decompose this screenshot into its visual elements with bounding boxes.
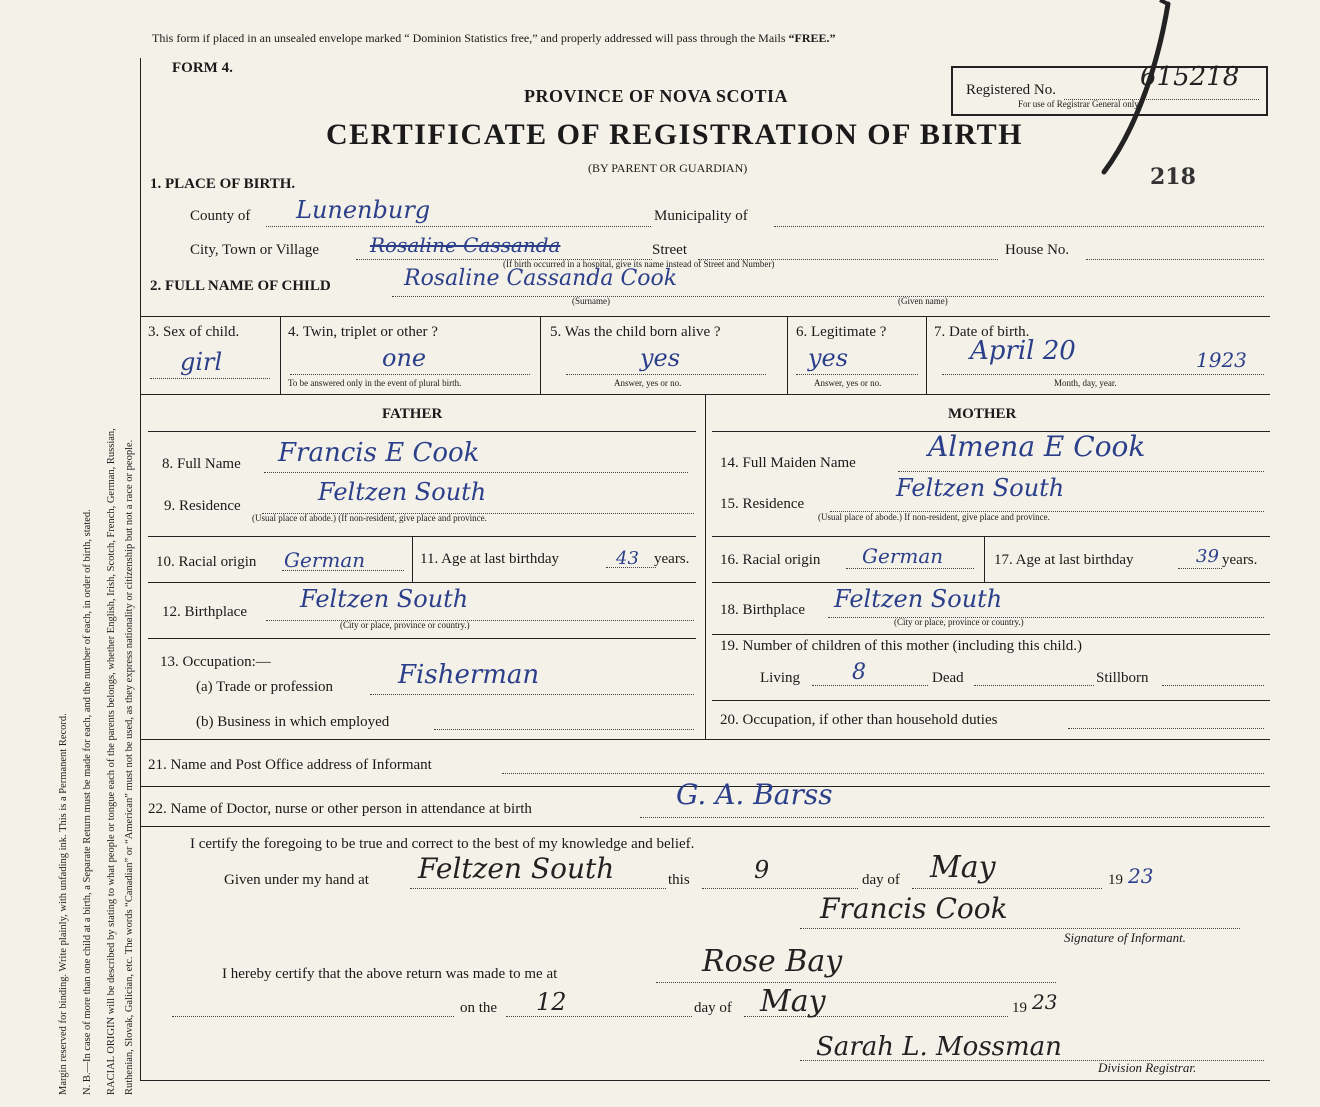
father-name-line [264,472,688,473]
legitimate-hint: Answer, yes or no. [814,378,882,388]
county-label: County of [190,208,251,224]
mother-res-label: 15. Residence [720,496,805,512]
given-place-value: Feltzen South [418,852,615,885]
certify-row-top [140,826,1270,827]
father-row-sep-2 [148,582,696,583]
mother-race-value: German [862,544,944,568]
father-res-label: 9. Residence [164,498,241,514]
mother-bp-hint: (City or place, province or country.) [894,617,1024,627]
dob-label: 7. Date of birth. [934,324,1030,340]
registrar-signature: Sarah L. Mossman [816,1032,1062,1062]
row3-div1 [280,316,281,394]
registrar-use-note: For use of Registrar General only. [1018,99,1141,109]
informant-label: 21. Name and Post Office address of Informant [148,757,432,773]
form-number: FORM 4. [172,60,233,76]
registered-value: 615218 [1140,62,1240,92]
mother-years: years. [1222,552,1258,568]
row3-div3 [787,316,788,394]
father-business-label: (b) Business in which employed [196,714,390,730]
father-name-value: Francis E Cook [278,438,480,468]
dob-hint: Month, day, year. [1054,378,1117,388]
father-age-label: 11. Age at last birthday [420,551,559,567]
father-row-sep-1 [148,536,696,537]
mother-occ-label: 20. Occupation, if other than household duties [720,712,998,728]
father-box-top [148,431,696,432]
mother-race-line [846,568,974,569]
twin-hint: To be answered only in the event of plural birth. [288,378,462,388]
father-name-label: 8. Full Name [162,456,241,472]
form-left-border [140,58,141,1080]
mother-row-sep-4 [712,700,1270,701]
reg-day-value: 12 [536,988,567,1016]
on-the-lead-line [172,1016,454,1017]
given-year-value: 23 [1128,864,1154,888]
city-label: City, Town or Village [190,242,320,258]
form-bottom-border [140,1080,1270,1081]
street-label: Street [652,242,687,258]
house-line [1086,259,1264,260]
dob-value: April 20 [970,336,1076,366]
informant-signature-line [800,928,1240,929]
mail-notice: This form if placed in an unsealed envelope marked “ Dominion Statistics free,” and properly addressed will pass through the Mails “FREE.” [152,31,836,45]
certify-statement: I certify the foregoing to be true and correct to the best of my knowledge and belief. [190,836,695,852]
day-of-label: day of [862,872,900,888]
mother-age-line [1178,568,1222,569]
city-value-struck: Rosaline Cassanda [370,233,561,257]
reg-day-of-label: day of [694,1000,732,1016]
child-name-line [392,296,1264,297]
registrar-place-value: Rose Bay [702,944,843,979]
row3-div4 [926,316,927,394]
mother-age-label: 17. Age at last birthday [994,552,1134,568]
nb-note: N. B.—In case of more than one child at a birth, a Separate Return must be made for each, and the number of each, in order of birth, stated. [82,509,93,1095]
parents-divider [705,394,706,739]
reg-year-value: 23 [1032,990,1058,1014]
mother-name-label: 14. Full Maiden Name [720,455,856,471]
legitimate-line [796,374,918,375]
registrar-label: Division Registrar. [1098,1060,1197,1075]
father-bp-hint: (City or place, province or country.) [340,620,470,630]
surname-hint: (Surname) [572,296,610,306]
page-title: CERTIFICATE OF REGISTRATION OF BIRTH [326,118,1023,151]
child-name-value: Rosaline Cassanda Cook [404,266,678,291]
reg-day-line [506,1016,692,1017]
legitimate-label: 6. Legitimate ? [796,324,887,340]
registrar-place-line [656,982,1056,983]
mother-race-label: 16. Racial origin [720,552,821,568]
mother-occ-line [1068,728,1264,729]
page-subtitle: (BY PARENT OR GUARDIAN) [588,161,748,175]
on-the-label: on the [460,1000,498,1016]
father-res-value: Feltzen South [318,478,487,506]
living-label: Living [760,670,800,686]
father-bp-label: 12. Birthplace [162,604,247,620]
mother-name-line [898,471,1264,472]
mother-race-divider [984,536,985,582]
dead-line [974,685,1094,686]
house-label: House No. [1005,242,1070,258]
father-bp-value: Feltzen South [300,585,469,613]
father-business-line [434,729,694,730]
mother-row-sep-2 [712,582,1270,583]
stillborn-line [1162,685,1264,686]
given-label: Given under my hand at [224,872,369,888]
dob-line [942,374,1264,375]
reg-month-value: May [760,984,826,1019]
row3-top [140,316,1270,317]
stillborn-label: Stillborn [1096,670,1149,686]
doctor-value: G. A. Barss [676,778,833,811]
father-age-value: 43 [616,548,639,569]
given-place-line [410,888,666,889]
registrar-statement: I hereby certify that the above return was made to me at [222,966,558,982]
father-res-hint: (Usual place of abode.) (If non-resident, give place and province. [252,513,487,523]
mother-bp-label: 18. Birthplace [720,602,805,618]
mother-row-sep-3 [712,634,1270,635]
mother-name-value: Almena E Cook [928,430,1146,463]
municipality-line [774,226,1264,227]
father-race-divider [412,536,413,582]
father-race-value: German [284,548,366,572]
father-bp-line [266,620,694,621]
child-name-label: 2. FULL NAME OF CHILD [150,278,331,294]
racial-origin-note-1: RACIAL ORIGIN will be described by stating to what people or tongue each of the parents belongs, whether English, Irish, Scotch, French, German, Russian, [106,428,117,1095]
living-value: 8 [852,660,866,685]
slash-mark [1090,0,1180,180]
margin-note: Margin reserved for binding. Write plainly, with unfading ink. This is a Permanent Record. [58,713,69,1095]
given-month-value: May [930,850,996,885]
father-trade-label: (a) Trade or profession [196,679,334,695]
given-day-value: 9 [754,856,770,884]
county-line [266,226,651,227]
doctor-label: 22. Name of Doctor, nurse or other person in attendance at birth [148,801,532,817]
dead-label: Dead [932,670,964,686]
registered-label: Registered No. [966,82,1056,98]
given-month-line [912,888,1102,889]
twin-value: one [382,344,427,372]
hospital-note: (If birth occurred in a hospital, give its name instead of Street and Number) [503,259,775,269]
informant-signature: Francis Cook [820,892,1008,925]
signature-label: Signature of Informant. [1064,930,1186,945]
mother-age-value: 39 [1196,546,1219,567]
mother-bp-value: Feltzen South [834,585,1003,613]
sex-label: 3. Sex of child. [148,324,240,340]
mother-row-sep-1 [712,536,1270,537]
mother-res-value: Feltzen South [896,474,1065,502]
municipality-label: Municipality of [654,208,748,224]
father-row-sep-3 [148,638,696,639]
dob-year: 1923 [1196,348,1247,372]
living-line [812,685,928,686]
racial-origin-note-2: Ruthenian, Slovak, Galician, etc. The words “Canadian” or “American” must not be used, as they express nationality or citizenship but not a race or people. [124,439,135,1095]
given-year-prefix: 19 [1108,872,1123,888]
legitimate-value: yes [808,344,849,372]
given-day-line [702,888,858,889]
stamp-number: 218 [1150,164,1196,190]
doctor-line [640,817,1264,818]
alive-label: 5. Was the child born alive ? [550,324,721,340]
alive-value: yes [640,344,681,372]
father-years: years. [654,551,690,567]
county-value: Lunenburg [296,196,431,224]
twin-label: 4. Twin, triplet or other ? [288,324,438,340]
place-heading: 1. PLACE OF BIRTH. [150,176,296,192]
sex-value: girl [180,348,223,376]
mother-children-label: 19. Number of children of this mother (including this child.) [720,638,1083,654]
sex-line [150,378,270,379]
mother-res-hint: (Usual place of abode.) If non-resident, give place and province. [818,512,1050,522]
father-trade-line [370,694,694,695]
informant-row-top [140,739,1270,740]
this-label: this [668,872,690,888]
province-title: PROVINCE OF NOVA SCOTIA [524,86,789,106]
alive-line [566,374,766,375]
twin-line [290,374,530,375]
father-trade-value: Fisherman [398,660,540,690]
mother-heading: MOTHER [948,406,1017,422]
father-race-label: 10. Racial origin [156,554,257,570]
informant-line [502,773,1264,774]
reg-year-prefix: 19 [1012,1000,1027,1016]
alive-hint: Answer, yes or no. [614,378,682,388]
father-occ-label: 13. Occupation:— [160,654,271,670]
row3-div2 [540,316,541,394]
given-name-hint: (Given name) [898,296,948,306]
father-heading: FATHER [382,406,443,422]
